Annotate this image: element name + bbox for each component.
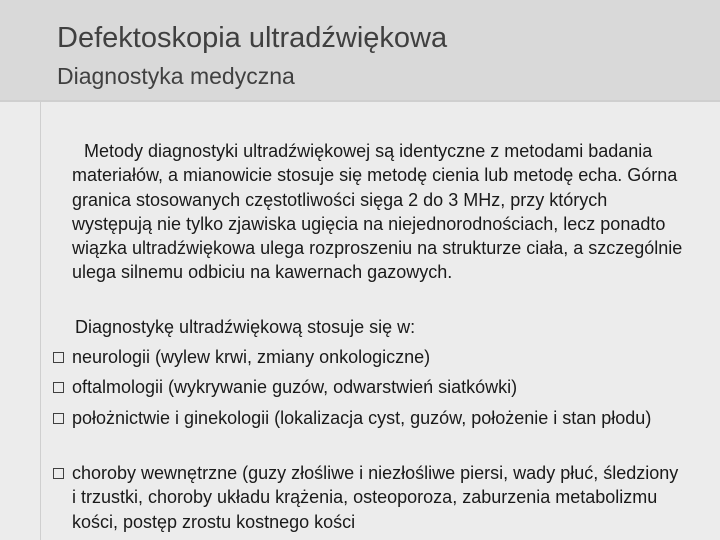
square-bullet-icon bbox=[53, 352, 64, 363]
list-item-text: oftalmologii (wykrywanie guzów, odwarstwień siatkówki) bbox=[72, 377, 518, 397]
square-bullet-icon bbox=[53, 413, 64, 424]
square-bullet-icon bbox=[53, 382, 64, 393]
intro-paragraph: Metody diagnostyki ultradźwiękowej są identyczne z metodami badania materiałów, a mianowicie stosuje się metodę cienia lub metodę echa. Górna granica stosowanych częstotliwości sięga 2 do 3 MHz, przy których występują nie tylko zjawiska ugięcia na niejednorodnościach, lecz ponadto wiązka ultradźwiękowa ulega rozproszeniu na strukturze ciała, a szczególnie ulega silnemu odbiciu na kawernach gazowych. bbox=[72, 141, 683, 283]
list-intro-paragraph: Diagnostykę ultradźwiękową stosuje się w: bbox=[75, 317, 416, 337]
left-margin-rule bbox=[40, 100, 41, 540]
list-item-text: neurologii (wylew krwi, zmiany onkologiczne) bbox=[72, 347, 431, 367]
slide-subtitle: Diagnostyka medyczna bbox=[57, 63, 295, 89]
list-item bbox=[72, 461, 682, 534]
list-item-text: choroby wewnętrzne (guzy złośliwe i niezłośliwe piersi, wady płuć, śledziony i trzustki, choroby układu krążenia, osteoporoza, zaburzenia metabolizmu kości, postęp zrostu kostnego kości bbox=[72, 463, 679, 532]
slide-title: Defektoskopia ultradźwiękowa bbox=[57, 22, 448, 54]
square-bullet-icon bbox=[53, 468, 64, 479]
list-item-text: położnictwie i ginekologii (lokalizacja cyst, guzów, położenie i stan płodu) bbox=[72, 408, 652, 428]
list-item bbox=[72, 406, 682, 430]
slide-header bbox=[0, 0, 720, 100]
header-divider bbox=[0, 100, 720, 102]
list-item bbox=[72, 345, 682, 369]
list-item bbox=[72, 375, 682, 399]
